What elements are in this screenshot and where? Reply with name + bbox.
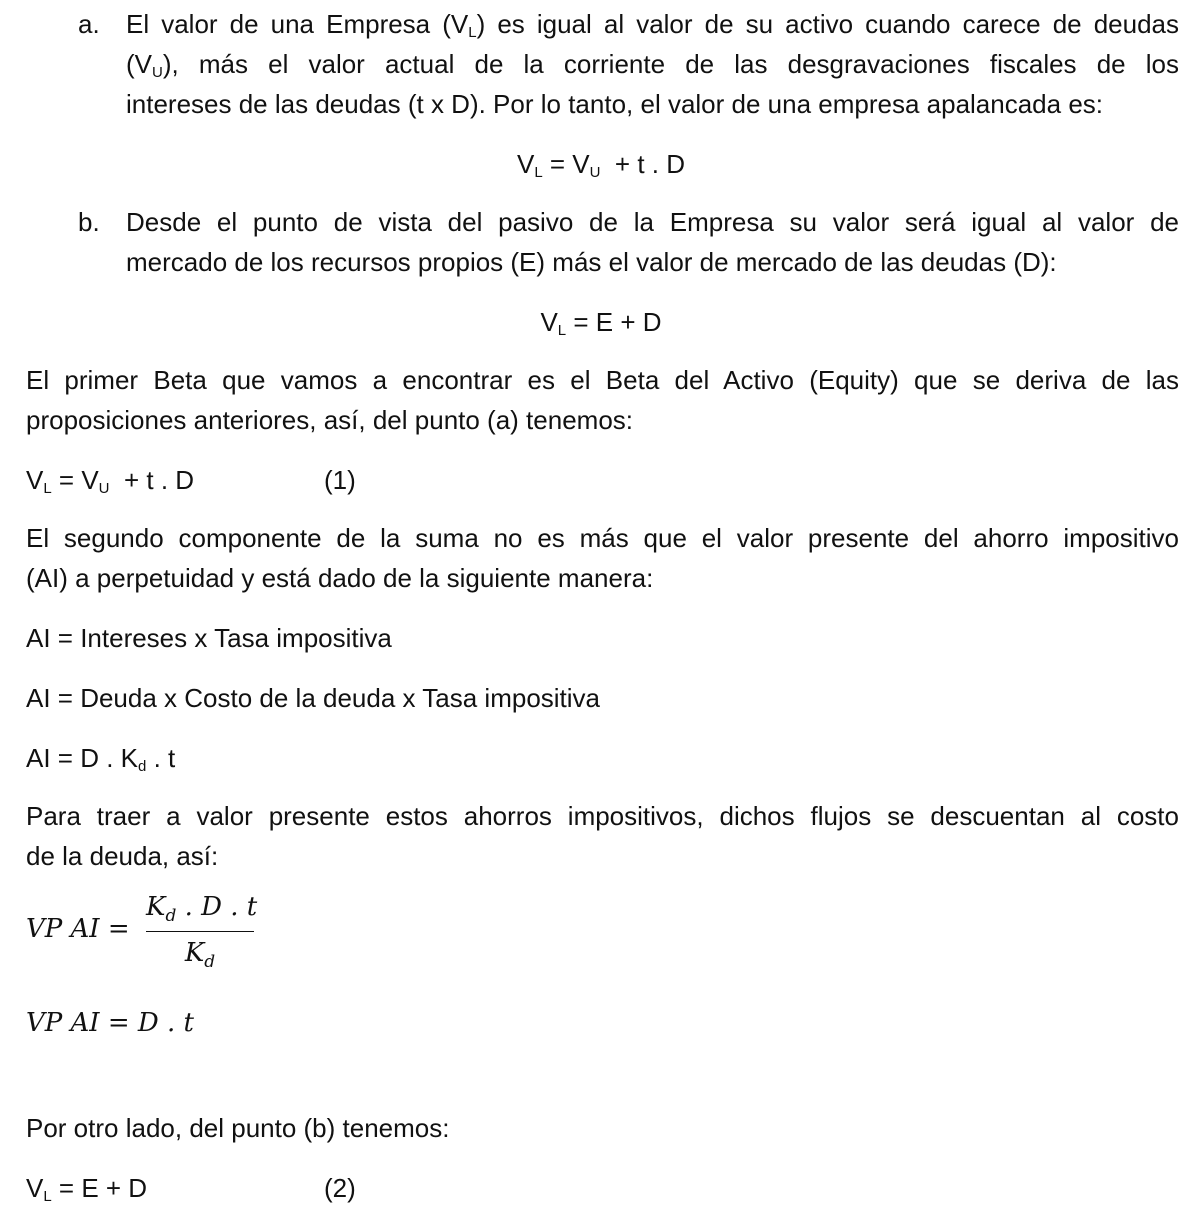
vp-ai-result: VP AI = D . t — [26, 1008, 194, 1038]
paragraph-4: Por otro lado, del punto (b) tenemos: — [26, 1113, 450, 1143]
vp-ai-lhs: VP AI = — [26, 914, 130, 944]
paragraph-2-line-2: (AI) a perpetuidad y está dado de la siguiente manera: — [26, 563, 654, 593]
paragraph-1-line-2: proposiciones anteriores, así, del punto (a) tenemos: — [26, 405, 634, 435]
item-a-line-3: intereses de las deudas (t x D). Por lo tanto, el valor de una empresa apalancada es: — [126, 89, 1104, 119]
item-a-equation: $V_L = V_U + t$ . D — [516, 149, 686, 181]
equation-2-number: (2) — [324, 1173, 356, 1203]
list-marker-a: a. — [78, 9, 100, 39]
paragraph-1-line-1: El primer Beta que vamos a encontrar es el Beta del Activo (Equity) que se deriva de las — [26, 365, 1179, 395]
item-b-line-1: Desde el punto de vista del pasivo de la Empresa su valor será igual al valor de — [126, 207, 1179, 237]
equation-2: $V_L = E + D$ — [26, 1173, 148, 1205]
vp-ai-denominator: $K_d$ — [184, 938, 216, 972]
item-b-equation: $V_L = E + D$ — [540, 307, 662, 339]
list-marker-b: b. — [78, 207, 100, 237]
vp-ai-fraction-bar — [146, 931, 254, 932]
vp-ai-numerator: $K_d$ . D . t — [146, 892, 258, 926]
paragraph-3-line-2: de la deuda, así: — [26, 841, 219, 871]
equation-1-number: (1) — [324, 465, 356, 495]
item-b-line-2: mercado de los recursos propios (E) más el valor de mercado de las deudas (D): — [126, 247, 1057, 277]
paragraph-2-line-1: El segundo componente de la suma no es más que el valor presente del ahorro impositivo — [26, 523, 1179, 553]
item-a-line-1: El valor de una Empresa $(V_L)$ es igual al valor de su activo cuando carece de deudas — [126, 9, 1179, 41]
ai-equation-3: AI = D . $K_d$ . t — [26, 743, 176, 775]
ai-equation-2: AI = Deuda x Costo de la deuda x Tasa impositiva — [26, 683, 601, 713]
ai-equation-1: AI = Intereses x Tasa impositiva — [26, 623, 392, 653]
equation-1: $V_L = V_U + t$ . D — [26, 465, 195, 497]
item-a-line-2: $(V_U)$, más el valor actual de la corriente de las desgravaciones fiscales de los — [126, 49, 1179, 81]
paragraph-3-line-1: Para traer a valor presente estos ahorros impositivos, dichos flujos se descuentan al costo — [26, 801, 1179, 831]
